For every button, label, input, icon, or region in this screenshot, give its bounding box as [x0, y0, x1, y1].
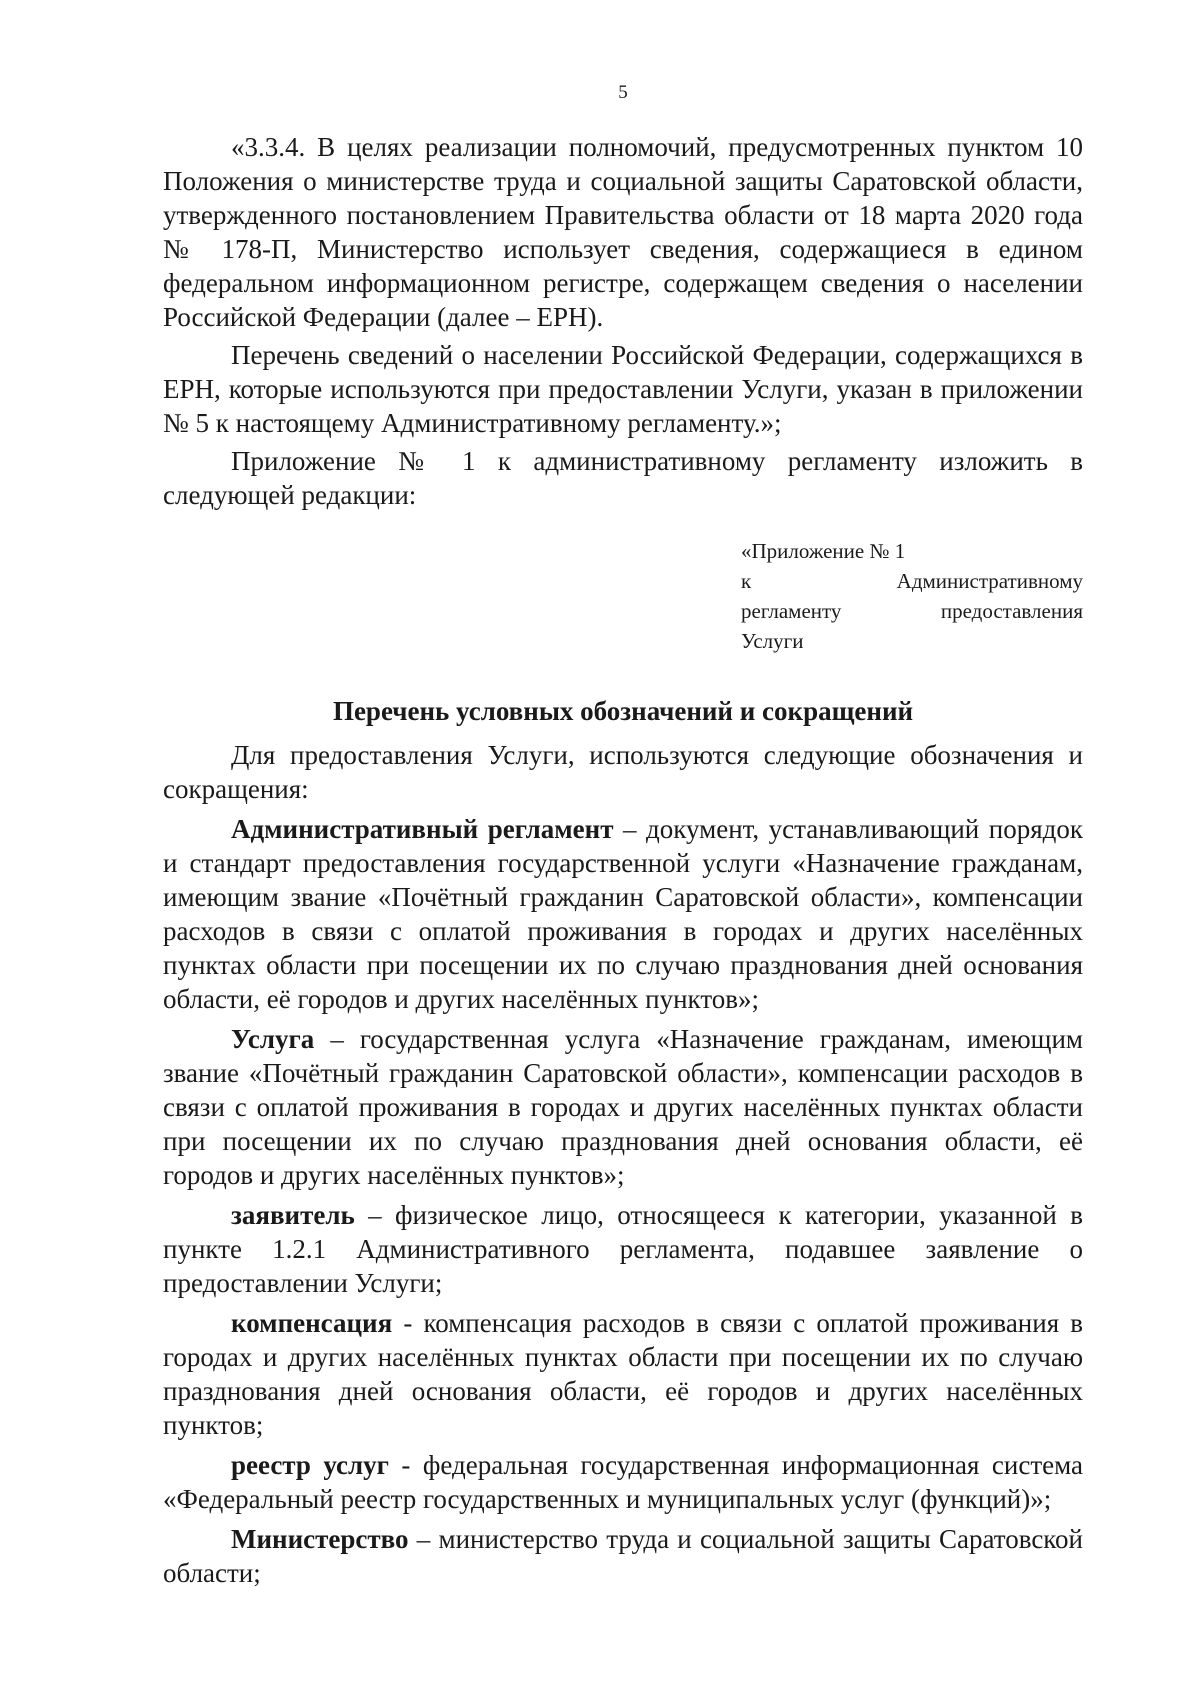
- definition-services-registry: [163, 1448, 1083, 1516]
- definition-text: – министерство труда и социальной защиты Саратовской области;: [163, 1524, 1083, 1588]
- document-body: [163, 130, 1083, 1590]
- page-number: 5: [618, 82, 628, 103]
- definition-term: реестр услуг: [231, 1450, 389, 1480]
- appendix-note-line-4: Услуги: [741, 629, 804, 653]
- definition-text: – государственная услуга «Назначение гражданам, имеющим звание «Почётный гражданин Саратовской области», компенсации расходов в связи с оплатой проживания в городах и других населённых пунктах области при посещении их по случаю празднования дней основания области, её городов и других населённых пунктов»;: [163, 1024, 1083, 1190]
- definition-ministry: [163, 1522, 1083, 1590]
- definition-text: - федеральная государственная информационная система «Федеральный реестр государственных и муниципальных услуг (функций)»;: [163, 1450, 1083, 1514]
- definition-applicant: [163, 1198, 1083, 1300]
- definition-term: заявитель: [231, 1200, 355, 1230]
- definition-text: – физическое лицо, относящееся к категории, указанной в пункте 1.2.1 Административного регламента, подавшее заявление о предоставлении Услуги;: [163, 1200, 1083, 1298]
- definition-compensation: [163, 1306, 1083, 1442]
- appendix-note-line-2: к Административному: [741, 569, 1083, 593]
- definition-text: - компенсация расходов в связи с оплатой проживания в городах и других населённых пунктах области при посещении их по случаю празднования дней основания области, её городов и других населённых пунктов;: [163, 1308, 1083, 1440]
- definition-administrative-regulation: [163, 812, 1083, 1016]
- section-title: Перечень условных обозначений и сокращений: [332, 696, 914, 726]
- appendix-note-line-3: регламенту предоставления: [741, 599, 1083, 623]
- intro-paragraph: Для предоставления Услуги, используются следующие обозначения и сокращения:: [163, 740, 1083, 804]
- appendix-note-line-1: «Приложение № 1: [741, 539, 906, 563]
- paragraph-ern-list: Перечень сведений о населении Российской Федерации, содержащихся в ЕРН, которые используются при предоставлении Услуги, указан в приложении № 5 к настоящему Административному регламенту.»;: [163, 340, 1083, 438]
- paragraph-appendix-amendment: Приложение № 1 к административному регламенту изложить в следующей редакции:: [163, 446, 1083, 510]
- definition-term: Административный регламент: [231, 814, 614, 844]
- appendix-note: [741, 536, 1083, 656]
- definition-term: компенсация: [231, 1308, 393, 1338]
- definition-term: Министерство: [231, 1524, 409, 1554]
- definition-text: – документ, устанавливающий порядок и стандарт предоставления государственной услуги «Назначение гражданам, имеющим звание «Почётный гражданин Саратовской области», компенсации расходов в связи с оплатой проживания в городах и других населённых пунктах области при посещении их по случаю празднования дней основания области, её городов и других населённых пунктов»;: [163, 814, 1084, 1014]
- paragraph-3-3-4: «3.3.4. В целях реализации полномочий, предусмотренных пунктом 10 Положения о министерстве труда и социальной защиты Саратовской области, утвержденного постановлением Правительства области от 18 марта 2020 года № 178-П, Министерство использует сведения, содержащиеся в едином федеральном информационном регистре, содержащем сведения о населении Российской Федерации (далее – ЕРН).: [163, 132, 1083, 332]
- definition-term: Услуга: [231, 1024, 315, 1054]
- definition-service: [163, 1022, 1083, 1192]
